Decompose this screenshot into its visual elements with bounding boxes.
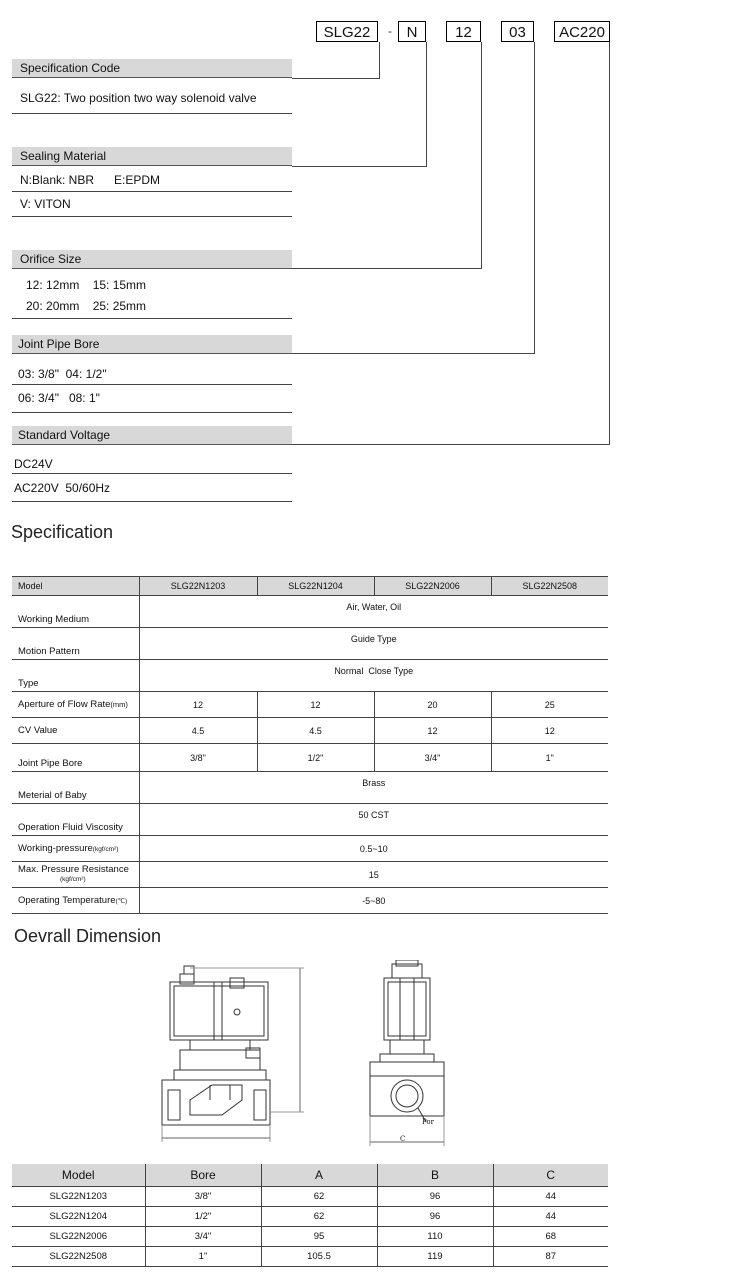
spec-row-label <box>12 692 139 718</box>
section-title-orifice: Orifice Size <box>12 250 292 269</box>
orifice-line-2: 20: 20mm 25: 25mm <box>26 299 147 313</box>
spec-row <box>12 804 608 836</box>
section-title-joint-bore: Joint Pipe Bore <box>12 335 292 354</box>
spec-row <box>12 692 608 718</box>
spec-row-unit: (℃) <box>115 898 128 905</box>
dim-row <box>12 1227 608 1247</box>
spec-table <box>12 576 608 914</box>
divider <box>12 113 292 114</box>
joint-bore-line-1: 03: 3/8" 04: 1/2" <box>18 367 107 381</box>
spec-cell: 1/2" <box>257 744 374 772</box>
spec-row <box>12 862 608 888</box>
spec-header-cell: SLG22N1203 <box>139 577 257 596</box>
code-part-seal: N <box>398 21 426 42</box>
connector-seal-h <box>292 166 427 167</box>
divider <box>12 191 292 192</box>
spec-heading: Specification <box>11 522 114 542</box>
divider <box>12 318 292 319</box>
spec-row <box>12 718 608 744</box>
spec-header-cell: SLG22N2006 <box>374 577 491 596</box>
dim-row <box>12 1247 608 1267</box>
spec-row <box>12 660 608 692</box>
spec-row-value: Normal Close Type <box>139 660 608 692</box>
valve-side-view-drawing <box>362 960 452 1150</box>
spec-cell: 1" <box>491 744 608 772</box>
connector-seal <box>426 42 427 166</box>
spec-row <box>12 744 608 772</box>
spec-row-label-text: Max. Pressure Resistance <box>18 864 129 875</box>
spec-row-value: Guide Type <box>139 628 608 660</box>
spec-row-value: Air, Water, Oil <box>139 596 608 628</box>
divider <box>12 216 292 217</box>
spec-row-label: Meterial of Baby <box>12 772 139 804</box>
spec-row-unit: (kgf/cm²) <box>92 846 119 853</box>
dim-cell: 3/4" <box>145 1227 261 1247</box>
connector-model <box>379 42 380 78</box>
spec-code-line: SLG22: Two position two way solenoid valve <box>20 91 257 105</box>
dim-cell: 3/8" <box>145 1187 261 1207</box>
divider <box>12 501 292 502</box>
divider <box>12 384 292 385</box>
spec-row-value: -5~80 <box>139 888 608 914</box>
dim-header-cell: C <box>493 1164 608 1187</box>
spec-cell: 12 <box>491 718 608 744</box>
sealing-line-2: V: VITON <box>20 197 71 211</box>
dim-label-c: C <box>400 1135 406 1143</box>
spec-row-label-text: Operating Temperature <box>18 895 116 906</box>
connector-orifice <box>481 42 482 268</box>
dim-cell: 1" <box>145 1247 261 1267</box>
spec-header-row <box>12 577 608 596</box>
spec-row-label: Joint Pipe Bore <box>12 744 139 772</box>
code-part-model: SLG22 <box>316 21 378 42</box>
spec-row-label: Working Medium <box>12 596 139 628</box>
spec-cell: 4.5 <box>257 718 374 744</box>
divider <box>12 473 292 474</box>
dim-cell: 110 <box>377 1227 493 1247</box>
dim-cell: 1/2" <box>145 1207 261 1227</box>
spec-row <box>12 836 608 862</box>
dim-cell: 62 <box>261 1187 377 1207</box>
spec-row-value: 0.5~10 <box>139 836 608 862</box>
spec-header-cell: SLG22N1204 <box>257 577 374 596</box>
divider <box>12 412 292 413</box>
spec-row <box>12 772 608 804</box>
sealing-line-1: N:Blank: NBR E:EPDM <box>20 173 161 187</box>
spec-row-unit: (kgf/cm²) <box>60 876 86 883</box>
spec-cell: 3/8" <box>139 744 257 772</box>
spec-row <box>12 888 608 914</box>
joint-bore-line-2: 06: 3/4" 08: 1" <box>18 391 100 405</box>
dim-cell: 44 <box>493 1187 608 1207</box>
voltage-line-2: AC220V 50/60Hz <box>14 481 111 495</box>
connector-orifice-h <box>292 268 482 269</box>
spec-cell: 12 <box>139 692 257 718</box>
dim-cell: 96 <box>377 1207 493 1227</box>
dim-label-port: Por <box>422 1118 434 1126</box>
connector-voltage <box>609 42 610 444</box>
spec-row-label <box>12 888 139 914</box>
spec-row-label <box>12 836 139 862</box>
dim-cell: 62 <box>261 1207 377 1227</box>
connector-model-h <box>292 78 380 79</box>
dim-cell: 96 <box>377 1187 493 1207</box>
dim-cell: SLG22N1204 <box>12 1207 145 1227</box>
dim-cell: 44 <box>493 1207 608 1227</box>
spec-row-label-text: Aperture of Flow Rate <box>18 699 111 710</box>
dim-header-cell: B <box>377 1164 493 1187</box>
dim-header-cell: Bore <box>145 1164 261 1187</box>
spec-row <box>12 596 608 628</box>
connector-voltage-h <box>292 444 610 445</box>
dim-header-cell: Model <box>12 1164 145 1187</box>
section-title-sealing: Sealing Material <box>12 147 292 166</box>
dim-cell: 68 <box>493 1227 608 1247</box>
section-title-spec-code: Specification Code <box>12 59 292 78</box>
spec-cell: 12 <box>374 718 491 744</box>
dim-cell: SLG22N2508 <box>12 1247 145 1267</box>
spec-header-model: Model <box>12 577 139 596</box>
dim-row <box>12 1187 608 1207</box>
spec-row-label: Operation Fluid Viscosity <box>12 804 139 836</box>
spec-cell: 4.5 <box>139 718 257 744</box>
dim-row <box>12 1207 608 1227</box>
code-separator: - <box>388 24 392 38</box>
spec-row-value: 50 CST <box>139 804 608 836</box>
spec-cell: 25 <box>491 692 608 718</box>
spec-cell: 12 <box>257 692 374 718</box>
dimension-table <box>12 1164 608 1267</box>
spec-row-label: Motion Pattern <box>12 628 139 660</box>
code-part-bore: 03 <box>501 21 534 42</box>
dimension-heading: Oevrall Dimension <box>14 926 162 946</box>
spec-cell: 3/4" <box>374 744 491 772</box>
dim-cell: 119 <box>377 1247 493 1267</box>
connector-bore <box>534 42 535 353</box>
spec-row <box>12 628 608 660</box>
spec-row-label <box>12 862 139 888</box>
valve-front-view-drawing <box>150 960 320 1145</box>
dim-header-cell: A <box>261 1164 377 1187</box>
spec-cell: 20 <box>374 692 491 718</box>
dim-cell: 87 <box>493 1247 608 1267</box>
spec-row-unit: (mm) <box>110 700 128 709</box>
section-title-voltage: Standard Voltage <box>12 426 292 445</box>
code-part-voltage: AC220 <box>554 21 610 42</box>
dim-cell: 95 <box>261 1227 377 1247</box>
connector-bore-h <box>292 353 535 354</box>
spec-row-value: 15 <box>139 862 608 888</box>
voltage-line-1: DC24V <box>14 457 53 471</box>
dim-cell: 105.5 <box>261 1247 377 1267</box>
spec-header-cell: SLG22N2508 <box>491 577 608 596</box>
spec-row-value: Brass <box>139 772 608 804</box>
dim-header-row <box>12 1164 608 1187</box>
orifice-line-1: 12: 12mm 15: 15mm <box>26 278 147 292</box>
spec-row-label-text: Working-pressure <box>18 843 93 854</box>
spec-row-label: CV Value <box>12 718 139 744</box>
code-part-orifice: 12 <box>446 21 481 42</box>
dim-cell: SLG22N1203 <box>12 1187 145 1207</box>
spec-row-label: Type <box>12 660 139 692</box>
dim-cell: SLG22N2006 <box>12 1227 145 1247</box>
